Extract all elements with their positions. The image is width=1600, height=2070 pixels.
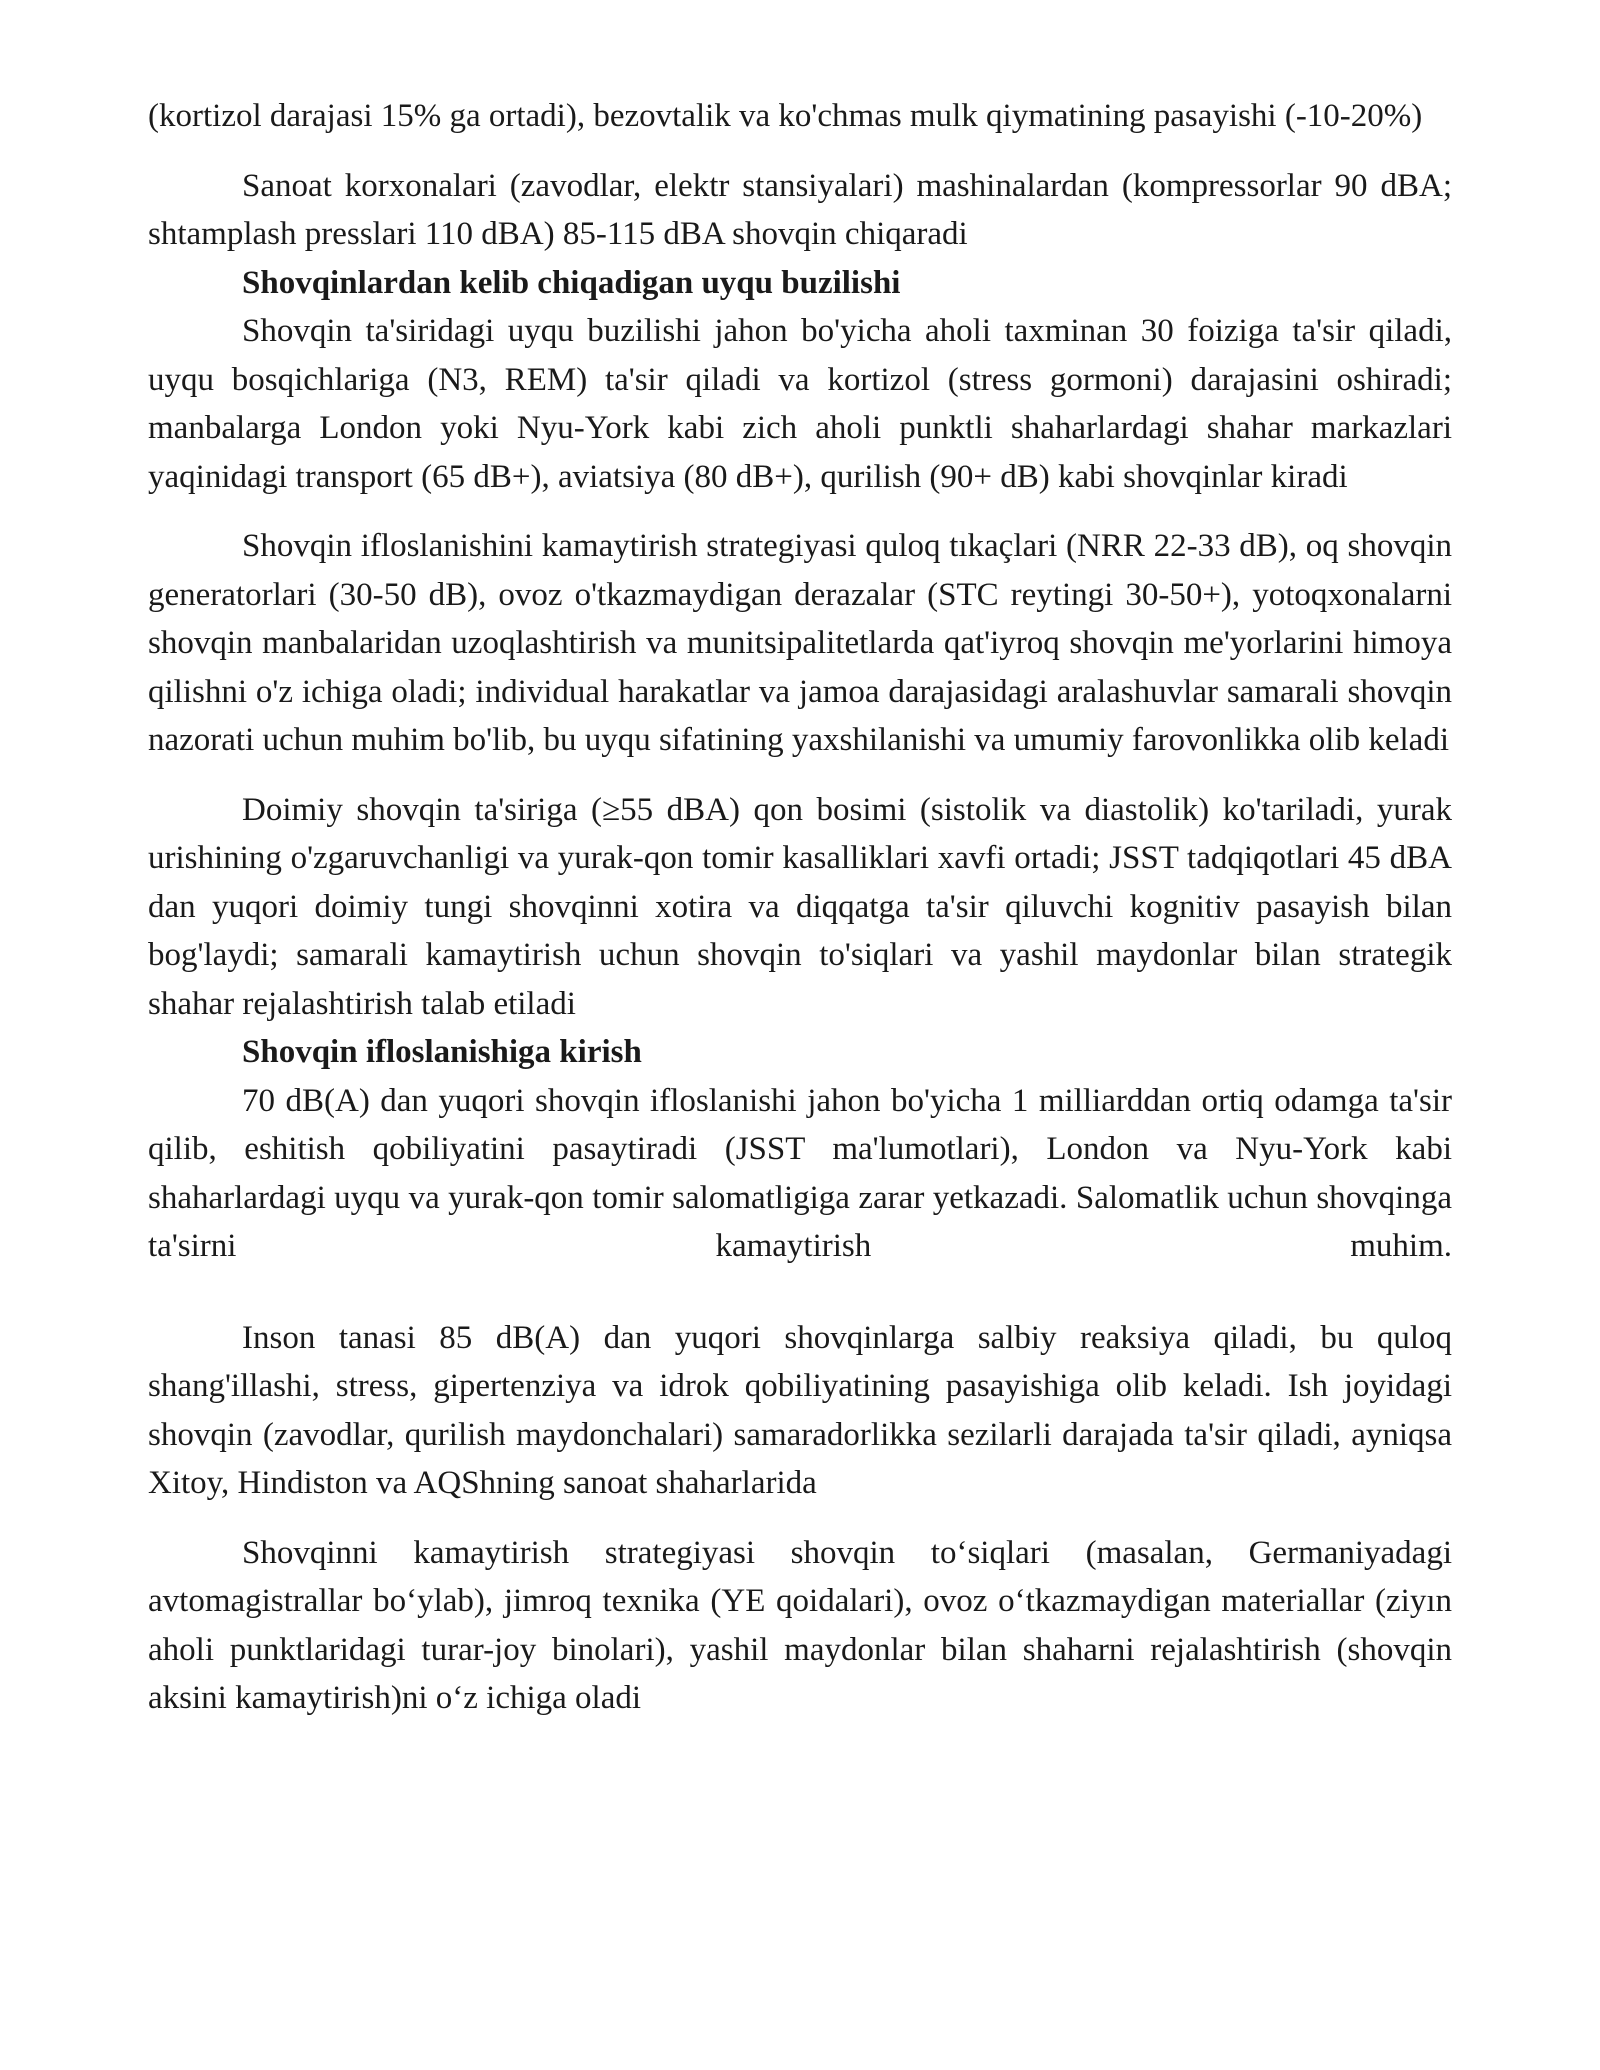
paragraph-cortisol-continuation: (kortizol darajasi 15% ga ortadi), bezovtalik va ko'chmas mulk qiymatining pasayishi (-10-20%) xyxy=(148,98,1423,134)
paragraph-noise-reduction-strategy: Shovqinni kamaytirish strategiyasi shovqin toʻsiqlari (masalan, Germaniyadagi avtomagistrallar boʻylab), jimroq texnika (YE qoidalari), ovoz oʻtkazmaydigan materiallar (ziyın aholi punktlaridagi turar-joy binolari), yashil maydonlar bilan shaharni rejalashtirish (shovqin aksini kamaytirish)ni oʻz ichiga oladi xyxy=(148,1534,1452,1716)
heading-sleep-disruption: Shovqinlardan kelib chiqadigan uyqu buzilishi xyxy=(242,264,901,301)
paragraph-blood-pressure: Doimiy shovqin ta'siriga (≥55 dBA) qon bosimi (sistolik va diastolik) ko'tariladi, yurak urishining o'zgaruvchanligi va yurak-qon tomir kasalliklari xavfi ortadi; JSST tadqiqotlari 45 dBA dan yuqori doimiy tungi shovqinni xotira va diqqatga ta'sir qiluvchi kognitiv pasayish bilan bog'laydi; samarali kamaytirish uchun shovqin to'siqlari va yashil maydonlar bilan strategik shahar rejalashtirish talab etiladi xyxy=(148,791,1452,1022)
document-page xyxy=(148,92,1452,1723)
paragraph-human-body-reaction: Inson tanasi 85 dB(A) dan yuqori shovqinlarga salbiy reaksiya qiladi, bu quloq shang'illashi, stress, gipertenziya va idrok qobiliyatining pasayishiga olib keladi. Ish joyidagi shovqin (zavodlar, qurilish maydonchalari) samaradorlikka sezilarli darajada ta'sir qiladi, ayniqsa Xitoy, Hindiston va AQShning sanoat shaharlarida xyxy=(148,1319,1452,1501)
heading-noise-intro: Shovqin ifloslanishiga kirish xyxy=(242,1034,642,1070)
paragraph-sleep-disruption: Shovqin ta'siridagi uyqu buzilishi jahon bo'yicha aholi taxminan 30 foiziga ta'sir qiladi, uyqu bosqichlariga (N3, REM) ta'sir qiladi va kortizol (stress gormoni) darajasini oshiradi; manbalarga London yoki Nyu-York kabi zich aholi punktli shaharlardagi shahar markazlari yaqinidagi transport (65 dB+), aviatsiya (80 dB+), qurilish (90+ dB) kabi shovqinlar kiradi xyxy=(148,313,1452,495)
paragraph-reduction-strategy: Shovqin ifloslanishini kamaytirish strategiyasi quloq tıkaçlari (NRR 22-33 dB), oq shovqin generatorlari (30-50 dB), ovoz o'tkazmaydigan derazalar (STC reytingi 30-50+), yotoqxonalarni shovqin manbalaridan uzoqlashtirish va munitsipalitetlarda qat'iyroq shovqin me'yorlarini himoya qilishni o'z ichiga oladi; individual harakatlar va jamoa darajasidagi aralashuvlar samarali shovqin nazorati uchun muhim bo'lib, bu uyqu sifatining yaxshilanishi va umumiy farovonlikka olib keladi xyxy=(148,528,1452,758)
paragraph-industrial-noise: Sanoat korxonalari (zavodlar, elektr stansiyalari) mashinalardan (kompressorlar 90 dBA; shtamplash presslari 110 dBA) 85-115 dBA shovqin chiqaradi xyxy=(148,167,1452,252)
paragraph-noise-intro: 70 dB(A) dan yuqori shovqin ifloslanishi jahon bo'yicha 1 milliarddan ortiq odamga ta'sir qilib, eshitish qobiliyatini pasaytiradi (JSST ma'lumotlari), London va Nyu-York kabi shaharlardagi uyqu va yurak-qon tomir salomatligiga zarar yetkazadi. Salomatlik uchun shovqinga ta'sirni kamaytirish muhim. xyxy=(148,1082,1452,1264)
